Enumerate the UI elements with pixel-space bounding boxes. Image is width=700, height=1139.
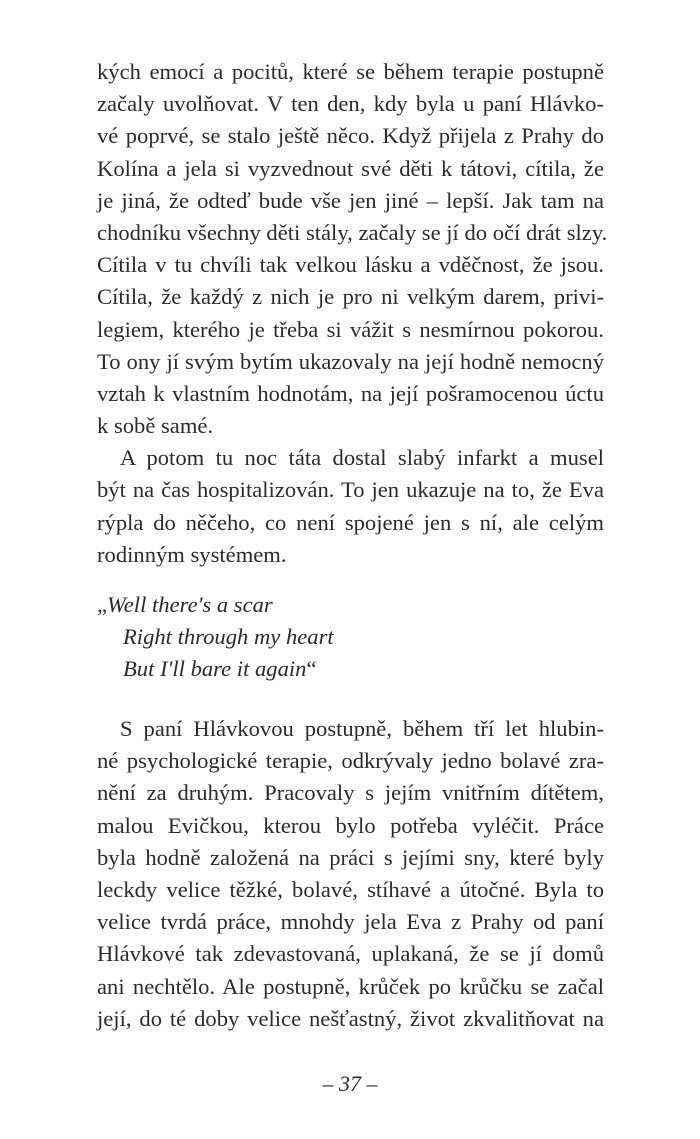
- verse-line-2: Right through my heart: [123, 624, 334, 650]
- text-line: vé poprvé, se stalo ještě něco. Když přijela z Prahy do: [97, 123, 604, 149]
- text-line: Cítila, že každý z nich je pro ni velkým darem, privi-: [97, 284, 604, 310]
- text-line: kých emocí a pocitů, které se během terapie postupně: [97, 59, 604, 84]
- text-line: je jiná, že odteď bude vše jen jiné – lepší. Jak tam na: [97, 187, 604, 213]
- verse-text: But I'll bare it again: [123, 656, 307, 682]
- page-number: – 37 –: [322, 1071, 378, 1096]
- text-line: malou Evičkou, kterou bylo potřeba vyléčit. Práce: [97, 812, 604, 838]
- text-line: ani nechtělo. Ale postupně, krůček po krůčku se začal: [97, 973, 604, 999]
- text-line: chodníku všechny děti stály, začaly se jí do očí drát slzy.: [97, 219, 608, 245]
- paragraph-1: [97, 56, 608, 571]
- paragraph-2: [97, 442, 604, 474]
- verse-text: Well there's a scar: [107, 592, 273, 617]
- text-line: né psychologické terapie, odkrývaly jedno bolavé zra-: [97, 748, 604, 774]
- close-quote: “: [306, 656, 317, 682]
- text-line: legiem, kterého je třeba si vážit s nesmírnou pokorou.: [97, 316, 604, 342]
- text-line: být na čas hospitalizován. To jen ukazuje na to, že Eva: [97, 477, 604, 503]
- text-line: leckdy velice těžké, bolavé, stíhavé a útočné. Byla to: [97, 876, 604, 902]
- text-line: byla hodně založená na práci s jejími sny, které byly: [97, 844, 604, 870]
- text-line: rodinným systémem.: [97, 541, 287, 567]
- verse-line-1: [97, 589, 604, 621]
- text-line: nění za druhým. Pracovaly s jejím vnitřním dítětem,: [97, 780, 604, 806]
- text-line: vztah k vlastním hodnotám, na její pošramocenou úctu: [97, 380, 604, 406]
- text-line: rýpla do něčeho, co není spojené jen s ní, ale celým: [97, 509, 604, 535]
- text-line: začaly uvolňovat. V ten den, kdy byla u paní Hlávko-: [97, 91, 604, 117]
- text-line: Hlávkové tak zdevastovaná, uplakaná, že se jí domů: [97, 941, 604, 967]
- text-line: S paní Hlávkovou postupně, během tří let hlubin-: [120, 716, 604, 741]
- text-line: Cítila v tu chvíli tak velkou lásku a vděčnost, že jsou.: [97, 252, 604, 278]
- text-line: její, do té doby velice nešťastný, život zkvalitňovat na: [97, 1005, 604, 1031]
- text-line: k sobě samé.: [97, 413, 214, 439]
- verse-line-3: [97, 653, 604, 685]
- text-line: To ony jí svým bytím ukazovaly na její hodně nemocný: [97, 348, 604, 374]
- text-line: velice tvrdá práce, mnohdy jela Eva z Prahy od paní: [97, 909, 604, 935]
- paragraph-3-first-line: [97, 713, 604, 745]
- paragraph-3: [97, 713, 604, 1035]
- open-quote: „: [97, 592, 108, 617]
- text-line: Kolína a jela si vyzvednout své děti k tátovi, cítila, že: [97, 155, 604, 181]
- song-quote: [97, 589, 604, 686]
- text-line: A potom tu noc táta dostal slabý infarkt a musel: [120, 445, 604, 471]
